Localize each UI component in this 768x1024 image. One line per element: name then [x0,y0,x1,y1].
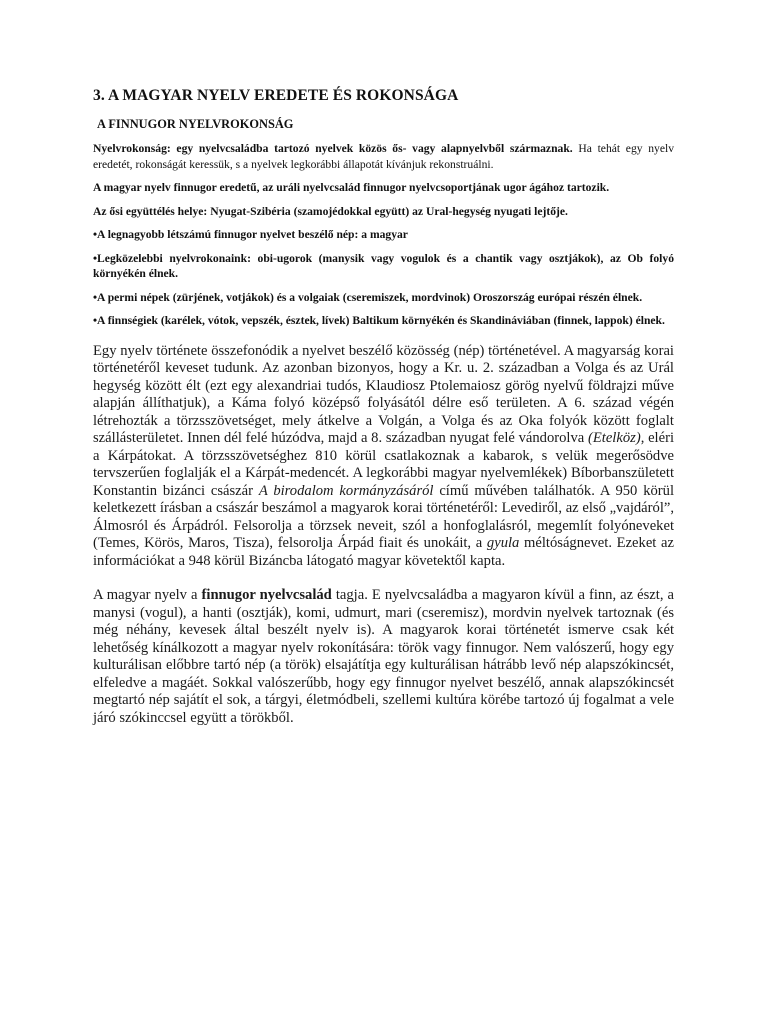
language-family-paragraph [93,587,674,727]
book-title: A birodalom kormányzásáról [258,482,434,499]
bullet-permic-volgaic: •A permi népek (zürjének, votjákok) és a volgaiak (cseremiszek, mordvinok) Oroszország európai részén élnek. [93,290,643,304]
history-paragraph [93,343,674,571]
bullet-closest-relatives: •Legközelebbi nyelvrokonaink: obi-ugorok (manysik vagy vogulok és a chantik vagy osztjákok), az Ob folyó környékén élnek. [93,251,674,280]
definition-normal-text: Ha tehát egy nyelv eredetét, rokonságát keressük, s a nyelvek legkorábbi állapotát kívánjuk rekonstruálni. [93,142,674,171]
gyula-term: gyula [486,535,520,551]
history-text-2: , eléri a Kárpátokat. A törzsszövetséghez 810 körül csatlakoznak a kabarok, s velük megerősödve tervszerűen foglalják el a Kárpát-medencét. A legkorábbi magyar nyelvemlékek) Bíborbanszületett Konstantin bizánci császár [93,430,674,499]
etelkoz-term: (Etelköz) [588,430,641,446]
definition-paragraph [93,141,674,172]
history-text-1: Egy nyelv története összefonódik a nyelvet beszélő közösség (nép) történetével. A magyarság korai történetéről keveset tudunk. Az azonban bizonyos, hogy a Kr. u. 2. században a Volga és az Urál hegység között élt (ezt egy alexandriai tudós, Klaudiosz Ptolemaiosz görög nyelvű földrajzi műve alapján állíthatjuk), a Káma folyó középső folyásától délre eső területen. A 6. század végén létrehozták a törzsszövetséget, mely átkelve a Volgán, a Volga és az Oka folyók között foglalt szállásterületet. Innen dél felé húzódva, majd a 8. században nyugat felé vándorolva [93,342,674,446]
origin-paragraph: A magyar nyelv finnugor eredetű, az uráli nyelvcsalád finnugor nyelvcsoportjának ugor ágához tartozik. [93,181,610,194]
homeland-paragraph: Az ősi együttélés helye: Nyugat-Szibéria (szamojédokkal együtt) az Ural-hegység nyugati lejtője. [93,204,568,218]
family-text-1: A magyar nyelv a [93,587,202,603]
family-term: finnugor nyelvcsalád [201,587,332,603]
section-subtitle: A FINNUGOR NYELVROKONSÁG [97,117,294,131]
history-text-3: című művében találhatók. A 950 körül keletkezett írásban a császár beszámol a magyarok korai történetéről: Levediről, az első „vajdáról”, Álmosról és Árpádról. Felsorolja a törzsek neveit, szól a honfoglalásról, megemlít folyóneveket (Temes, Körös, Maros, Tisza), felsorolja Árpád fiait és unokáit, a [93,482,674,551]
family-text-2: tagja. E nyelvcsaládba a magyaron kívül a finn, az észt, a manysi (vogul), a hanti (osztják), komi, udmurt, mari (cseremisz), mordvin nyelvek tartoznak (és még néhány, kevesek által beszélt nyelv is). A magyarok korai történetét ismerve csak két lehetőség kínálkozott a magyar nyelv rokonítására: török vagy finnugor. Nem valószerű, hogy egy kulturálisan előbbre tartó nép (a török) elsajátítja egy kulturálisan hátrább levő nép alapszókincsét, elfeledve a magáét. Sokkal valószerűbb, hogy egy finnugor nyelvet beszélő, annak alapszókincsét megtartó nép sajátít el sok, a tárgyi, életmódbeli, szellemi kultúra körébe tartozó új fogalmat a vele járó szókinccsel együtt a törökből. [93,587,674,726]
bullet-finnic: •A finnségiek (karélek, vótok, vepszék, észtek, lívek) Baltikum környékén és Skandináviában (finnek, lappok) élnek. [93,314,665,327]
page-title: 3. A MAGYAR NYELV EREDETE ÉS ROKONSÁGA [93,87,459,104]
bullet-largest-people: •A legnagyobb létszámú finnugor nyelvet beszélő nép: a magyar [93,228,408,241]
history-text-4: méltóságnevet. Ezeket az információkat a 948 körül Bizáncba látogató magyar követektől kapta. [93,535,674,569]
document-content [93,87,674,727]
definition-bold-text: Nyelvrokonság: egy nyelvcsaládba tartozó nyelvek közös ős- vagy alapnyelvből származnak. [93,142,573,155]
